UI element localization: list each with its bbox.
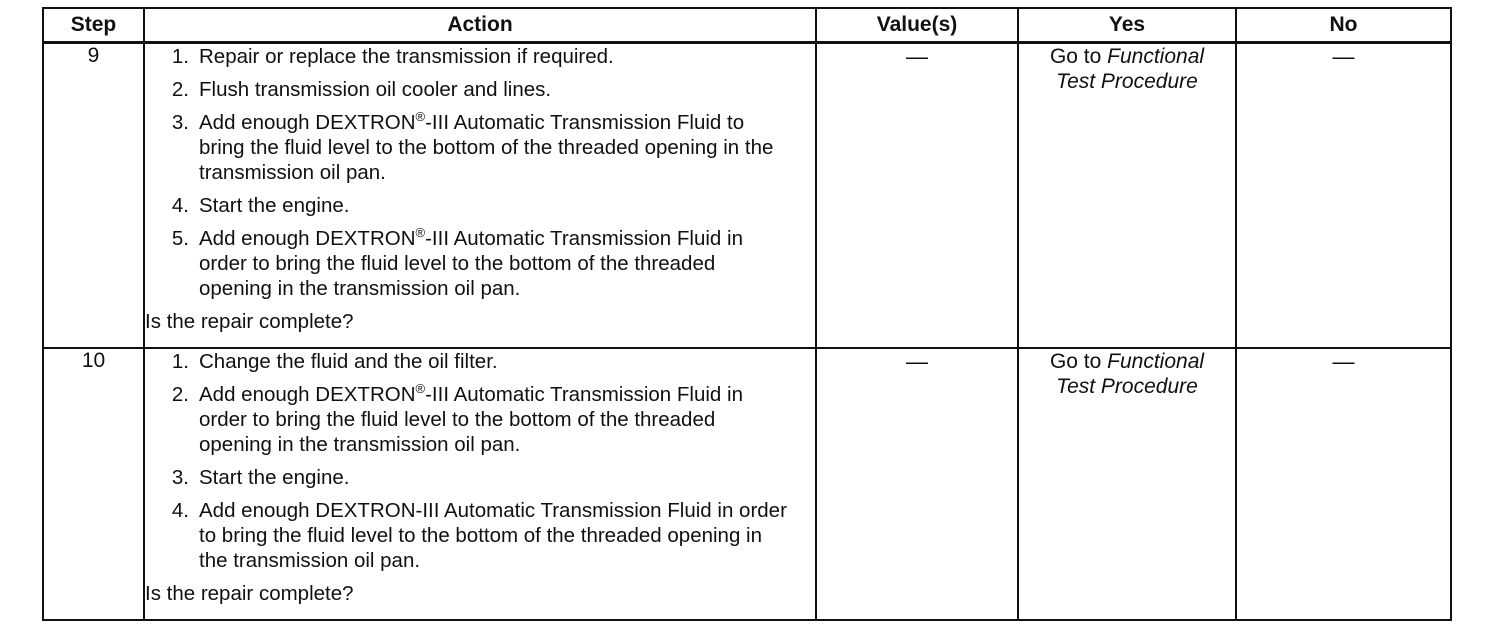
item-text: Flush transmission oil cooler and lines. (199, 78, 552, 101)
list-item (145, 193, 815, 218)
diagnostic-table (42, 7, 1452, 621)
registered-mark: ® (415, 225, 426, 241)
registered-mark: ® (415, 380, 426, 396)
item-text: Add enough DEXTRON®-III Automatic Transmission Fluid to bring the fluid level to the bottom of the threaded opening in the transmission oil pan. (199, 109, 774, 184)
list-item (145, 465, 815, 490)
item-text: Add enough DEXTRON®-III Automatic Transmission Fluid in order to bring the fluid level to the bottom of the threaded opening in the transmission oil pan. (199, 225, 743, 300)
header-yes: Yes (1018, 8, 1236, 43)
item-number: 4. (171, 498, 189, 522)
item-number: 3. (171, 111, 189, 134)
header-step: Step (43, 8, 144, 43)
action-cell (144, 348, 816, 620)
action-list (145, 349, 815, 573)
item-text: Start the engine. (199, 465, 350, 489)
item-text: Repair or replace the transmission if required. (199, 45, 614, 68)
header-row (43, 8, 1451, 43)
item-text: Add enough DEXTRON®-III Automatic Transmission Fluid in order to bring the fluid level to the bottom of the threaded opening in the transmission oil pan. (199, 380, 743, 456)
item-text: Add enough DEXTRON-III Automatic Transmission Fluid in order to bring the fluid level to the bottom of the threaded opening in the transmission oil pan. (199, 498, 787, 572)
list-item (145, 226, 815, 301)
list-item (145, 349, 815, 374)
item-text: Change the fluid and the oil filter. (199, 349, 498, 373)
item-number: 4. (171, 194, 189, 217)
header-no: No (1236, 8, 1451, 43)
yes-action[interactable]: Go to Functional (1049, 45, 1205, 68)
procedure-link: Functional (1107, 45, 1205, 68)
header-values: Value(s) (816, 8, 1018, 43)
step-number: 9 (43, 43, 144, 348)
procedure-link: Functional (1107, 349, 1205, 373)
item-number: 3. (171, 465, 189, 489)
list-item (145, 382, 815, 457)
value-cell: — (816, 348, 1018, 620)
item-text: Start the engine. (199, 194, 350, 217)
list-item (145, 498, 815, 573)
action-list (145, 44, 815, 301)
list-item (145, 110, 815, 185)
item-number: 5. (171, 227, 189, 250)
item-number: 2. (171, 78, 189, 101)
value-cell: — (816, 43, 1018, 348)
action-cell (144, 43, 816, 348)
question-text: Is the repair complete? (145, 581, 354, 605)
no-cell: — (1236, 43, 1451, 348)
registered-mark: ® (415, 109, 426, 125)
table-row (43, 348, 1451, 620)
yes-cell (1018, 43, 1236, 348)
item-number: 1. (171, 45, 189, 68)
yes-action[interactable]: Go to Functional (1049, 349, 1205, 373)
procedure-link-line2[interactable]: Test Procedure (1056, 70, 1198, 93)
yes-cell (1018, 348, 1236, 620)
item-number: 2. (171, 382, 189, 406)
list-item (145, 44, 815, 69)
procedure-link-line2[interactable]: Test Procedure (1056, 374, 1198, 398)
list-item (145, 77, 815, 102)
question-text: Is the repair complete? (145, 310, 354, 333)
item-number: 1. (171, 349, 189, 373)
step-number: 10 (43, 348, 144, 620)
table-row (43, 43, 1451, 348)
header-action: Action (144, 8, 816, 43)
no-cell: — (1236, 348, 1451, 620)
